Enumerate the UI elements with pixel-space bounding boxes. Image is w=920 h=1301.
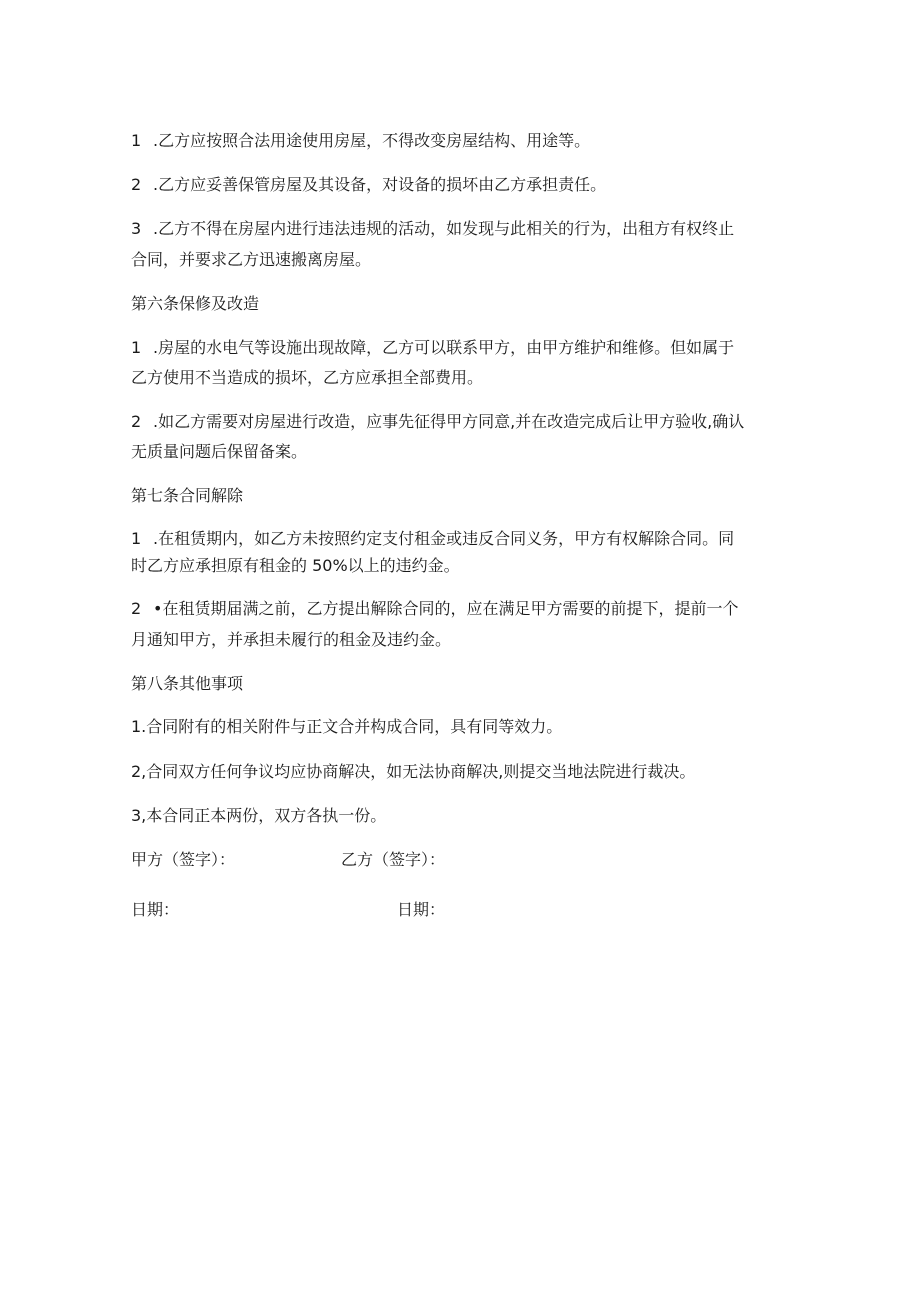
line-text: .乙方应按照合法用途使用房屋，不得改变房屋结构、用途等。 — [153, 131, 591, 150]
party-a-date-label: 日期： — [131, 900, 180, 919]
clause-line — [131, 219, 734, 239]
item-number: 2 — [131, 412, 142, 431]
clause-line — [131, 762, 695, 782]
section-heading — [131, 674, 243, 694]
clause-line — [131, 717, 562, 737]
line-text: 2,合同双方任何争议均应协商解决，如无法协商解决,则提交当地法院进行裁决。 — [131, 762, 696, 781]
item-number: 1 — [131, 529, 142, 548]
heading-text: 第八条其他事项 — [131, 674, 244, 693]
clause-line — [131, 556, 460, 576]
item-number: 2 — [131, 599, 142, 618]
clause-line — [131, 175, 606, 195]
line-text: .乙方不得在房屋内进行违法违规的活动，如发现与此相关的行为，出租方有权终止 — [153, 219, 735, 238]
item-number: 1 — [131, 131, 142, 150]
clause-line — [131, 250, 371, 270]
line-text: •在租赁期届满之前，乙方提出解除合同的，应在满足甲方需要的前提下，提前一个 — [153, 599, 739, 618]
clause-line — [131, 599, 738, 619]
party-b-signature-label: 乙方（签字）： — [341, 850, 446, 869]
line-text: 合同，并要求乙方迅速搬离房屋。 — [131, 250, 372, 269]
clause-line — [131, 806, 386, 826]
party-a-signature-label: 甲方（签字）： — [131, 850, 236, 869]
line-text: 月通知甲方，并承担未履行的租金及违约金。 — [131, 630, 452, 649]
line-text: .乙方应妥善保管房屋及其设备，对设备的损坏由乙方承担责任。 — [153, 175, 607, 194]
item-number: 1 — [131, 338, 142, 357]
clause-line — [131, 368, 483, 388]
line-text: .在租赁期内，如乙方未按照约定支付租金或违反合同义务，甲方有权解除合同。同 — [153, 529, 735, 548]
clause-line — [131, 442, 307, 462]
section-heading — [131, 294, 259, 314]
clause-line — [131, 630, 451, 650]
party-b-date-label: 日期： — [397, 900, 446, 919]
line-text: 1.合同附有的相关附件与正文合并构成合同，具有同等效力。 — [131, 717, 563, 736]
line-text: 时乙方应承担原有租金的 50%以上的违约金。 — [131, 556, 460, 575]
clause-line — [131, 338, 734, 358]
line-text: .房屋的水电气等设施出现故障，乙方可以联系甲方，由甲方维护和维修。但如属于 — [153, 338, 735, 357]
clause-line — [131, 412, 744, 432]
line-text: 3,本合同正本两份，双方各执一份。 — [131, 806, 387, 825]
item-number: 3 — [131, 219, 142, 238]
clause-line — [131, 529, 734, 549]
line-text: .如乙方需要对房屋进行改造，应事先征得甲方同意,并在改造完成后让甲方验收,确认 — [153, 412, 745, 431]
heading-text: 第七条合同解除 — [131, 486, 244, 505]
section-heading — [131, 486, 243, 506]
clause-line — [131, 131, 590, 151]
item-number: 2 — [131, 175, 142, 194]
heading-text: 第六条保修及改造 — [131, 294, 260, 313]
line-text: 乙方使用不当造成的损坏，乙方应承担全部费用。 — [131, 368, 484, 387]
line-text: 无质量问题后保留备案。 — [131, 442, 308, 461]
